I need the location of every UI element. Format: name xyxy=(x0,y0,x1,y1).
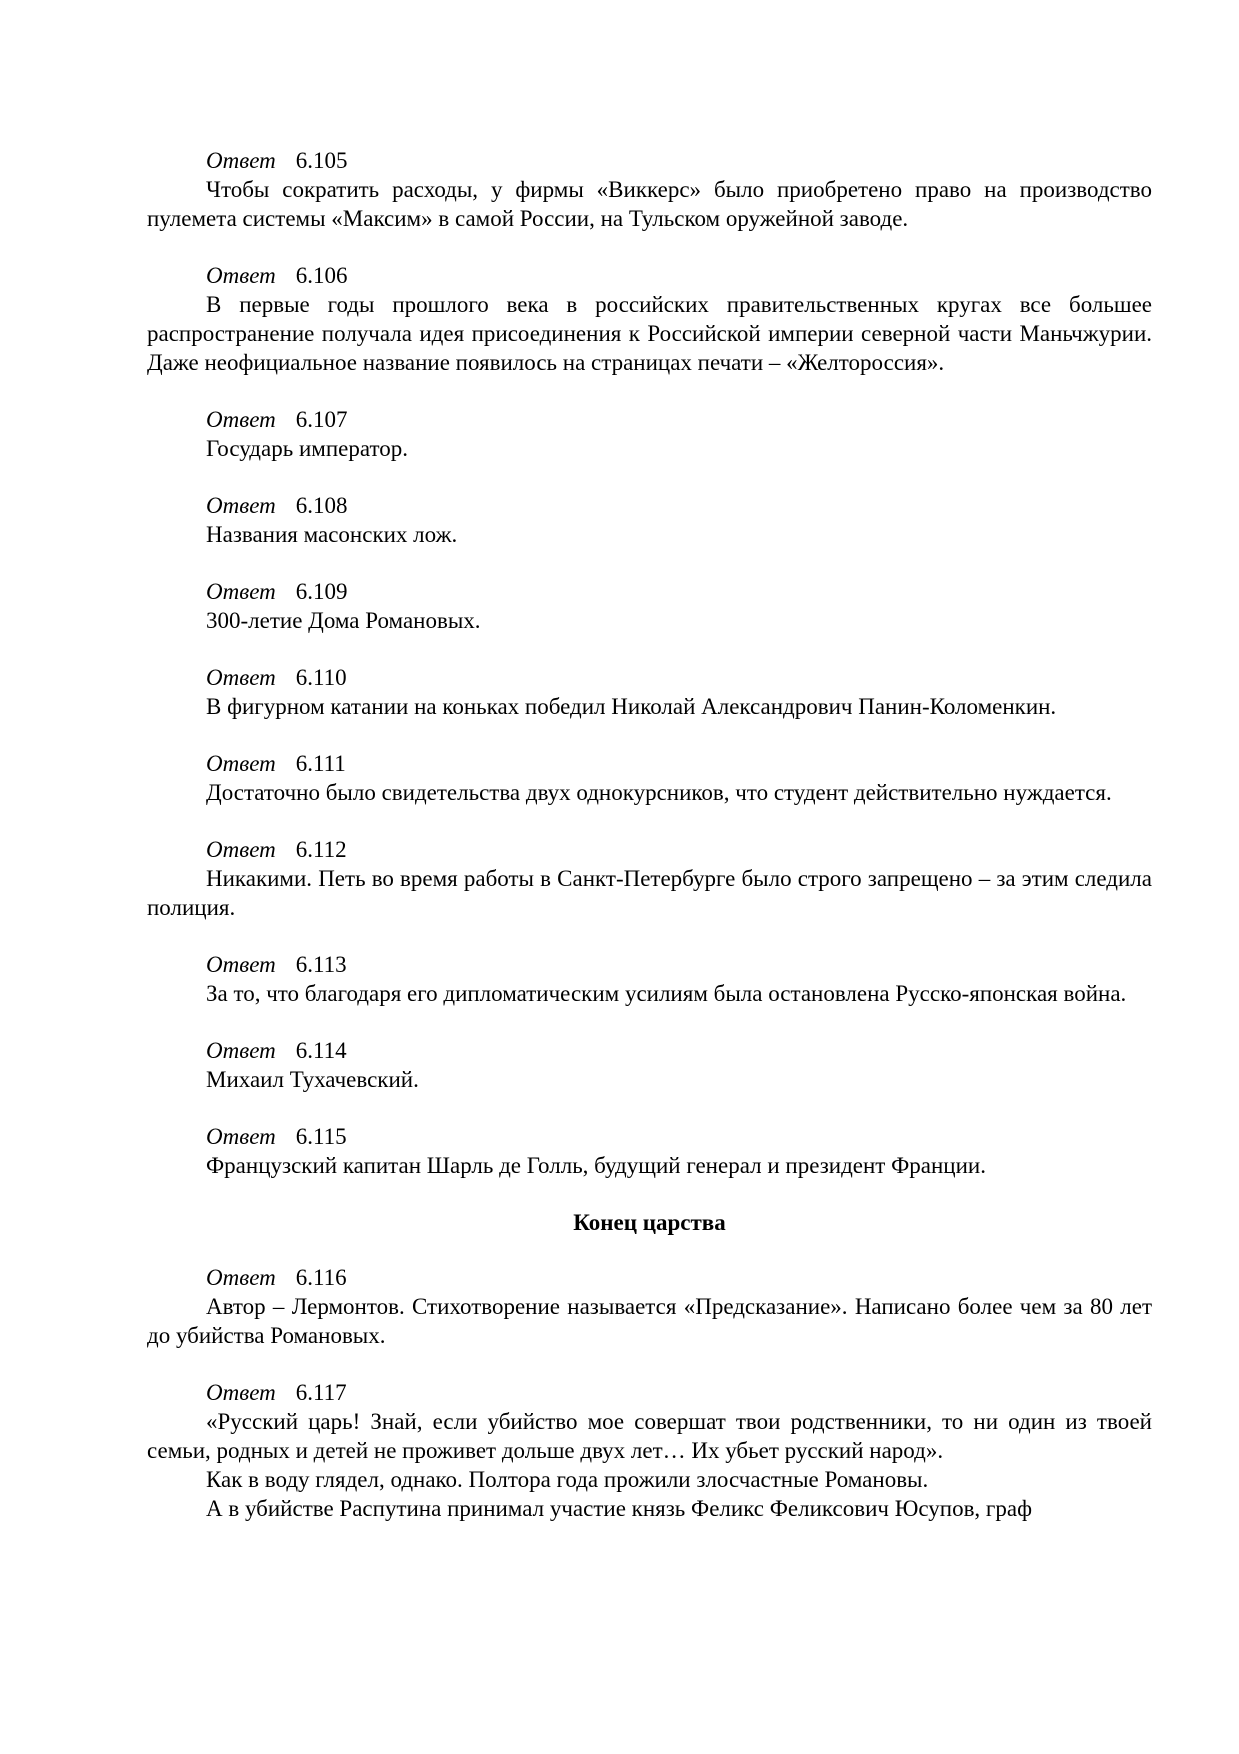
answer-number: 6.114 xyxy=(295,1038,347,1063)
answer-label: Ответ xyxy=(206,263,276,288)
answer-heading xyxy=(147,1263,1152,1292)
answer-text: Достаточно было свидетельства двух однокурсников, что студент действительно нуждается. xyxy=(206,780,1112,805)
answer-heading xyxy=(147,1036,1152,1065)
answer-text: Автор – Лермонтов. Стихотворение называется «Предсказание». Написано более чем за 80 лет до убийства Романовых. xyxy=(147,1294,1152,1348)
answer-text: Названия масонских лож. xyxy=(206,522,458,547)
answer-label: Ответ xyxy=(206,493,276,518)
answer-entry xyxy=(147,950,1152,1008)
answer-number: 6.109 xyxy=(295,579,348,604)
answer-number: 6.108 xyxy=(295,493,348,518)
document-page xyxy=(147,146,1152,1551)
answer-number: 6.112 xyxy=(295,837,347,862)
answer-heading xyxy=(147,835,1152,864)
answer-entry xyxy=(147,1122,1152,1180)
answer-heading xyxy=(147,1122,1152,1151)
answer-entry xyxy=(147,749,1152,807)
answer-label: Ответ xyxy=(206,952,276,977)
answer-text: Михаил Тухачевский. xyxy=(206,1067,419,1092)
answer-number: 6.106 xyxy=(295,263,348,288)
answer-label: Ответ xyxy=(206,751,276,776)
answer-number: 6.105 xyxy=(295,148,348,173)
answer-entry xyxy=(147,1036,1152,1094)
answer-text: За то, что благодаря его дипломатическим усилиям была остановлена Русско-японская война. xyxy=(206,981,1127,1006)
answer-heading xyxy=(147,577,1152,606)
answer-text: А в убийстве Распутина принимал участие князь Феликс Феликсович Юсупов, граф xyxy=(206,1496,1032,1521)
answer-label: Ответ xyxy=(206,407,276,432)
answer-text: Никакими. Петь во время работы в Санкт-Петербурге было строго запрещено – за этим следила полиция. xyxy=(147,866,1152,920)
answer-heading xyxy=(147,491,1152,520)
answer-text: В фигурном катании на коньках победил Николай Александрович Панин-Коломенкин. xyxy=(206,694,1057,719)
answer-number: 6.111 xyxy=(295,751,346,776)
answer-entry xyxy=(147,835,1152,922)
answer-text: 300-летие Дома Романовых. xyxy=(206,608,481,633)
answer-label: Ответ xyxy=(206,1265,276,1290)
answer-label: Ответ xyxy=(206,837,276,862)
answer-heading xyxy=(147,749,1152,778)
answer-number: 6.113 xyxy=(295,952,347,977)
answer-entry xyxy=(147,405,1152,463)
answer-text: Французский капитан Шарль де Голль, будущий генерал и президент Франции. xyxy=(206,1153,986,1178)
answer-number: 6.115 xyxy=(295,1124,347,1149)
answers-part-2 xyxy=(147,1263,1152,1523)
answer-text: Государь император. xyxy=(206,436,408,461)
answer-label: Ответ xyxy=(206,1124,276,1149)
answers-part-1 xyxy=(147,146,1152,1180)
answer-entry xyxy=(147,1263,1152,1350)
answer-heading xyxy=(147,950,1152,979)
answer-number: 6.107 xyxy=(295,407,348,432)
answer-label: Ответ xyxy=(206,665,276,690)
answer-number: 6.117 xyxy=(295,1380,347,1405)
answer-heading xyxy=(147,405,1152,434)
answer-text: «Русский царь! Знай, если убийство мое совершат твои родственники, то ни один из твоей семьи, родных и детей не проживет дольше двух лет… Их убьет русский народ». xyxy=(147,1409,1152,1463)
answer-entry xyxy=(147,1378,1152,1523)
answer-entry xyxy=(147,261,1152,377)
answer-text: В первые годы прошлого века в российских правительственных кругах все большее распространение получала идея присоединения к Российской империи северной части Маньчжурии. Даже неофициальное название появилось на страницах печати – «Желтороссия». xyxy=(147,292,1152,375)
answer-number: 6.116 xyxy=(295,1265,347,1290)
section-title: Конец царства xyxy=(573,1210,726,1235)
answer-heading xyxy=(147,146,1152,175)
answer-entry xyxy=(147,577,1152,635)
answer-text: Как в воду глядел, однако. Полтора года прожили злосчастные Романовы. xyxy=(206,1467,929,1492)
answer-label: Ответ xyxy=(206,579,276,604)
answer-entry xyxy=(147,491,1152,549)
answer-heading xyxy=(147,1378,1152,1407)
answer-text: Чтобы сократить расходы, у фирмы «Виккерс» было приобретено право на производство пулемета системы «Максим» в самой России, на Тульском оружейной заводе. xyxy=(147,177,1152,231)
answer-number: 6.110 xyxy=(295,665,347,690)
answer-label: Ответ xyxy=(206,1038,276,1063)
answer-label: Ответ xyxy=(206,148,276,173)
answer-entry xyxy=(147,146,1152,233)
answer-heading xyxy=(147,663,1152,692)
answer-entry xyxy=(147,663,1152,721)
answer-label: Ответ xyxy=(206,1380,276,1405)
answer-heading xyxy=(147,261,1152,290)
